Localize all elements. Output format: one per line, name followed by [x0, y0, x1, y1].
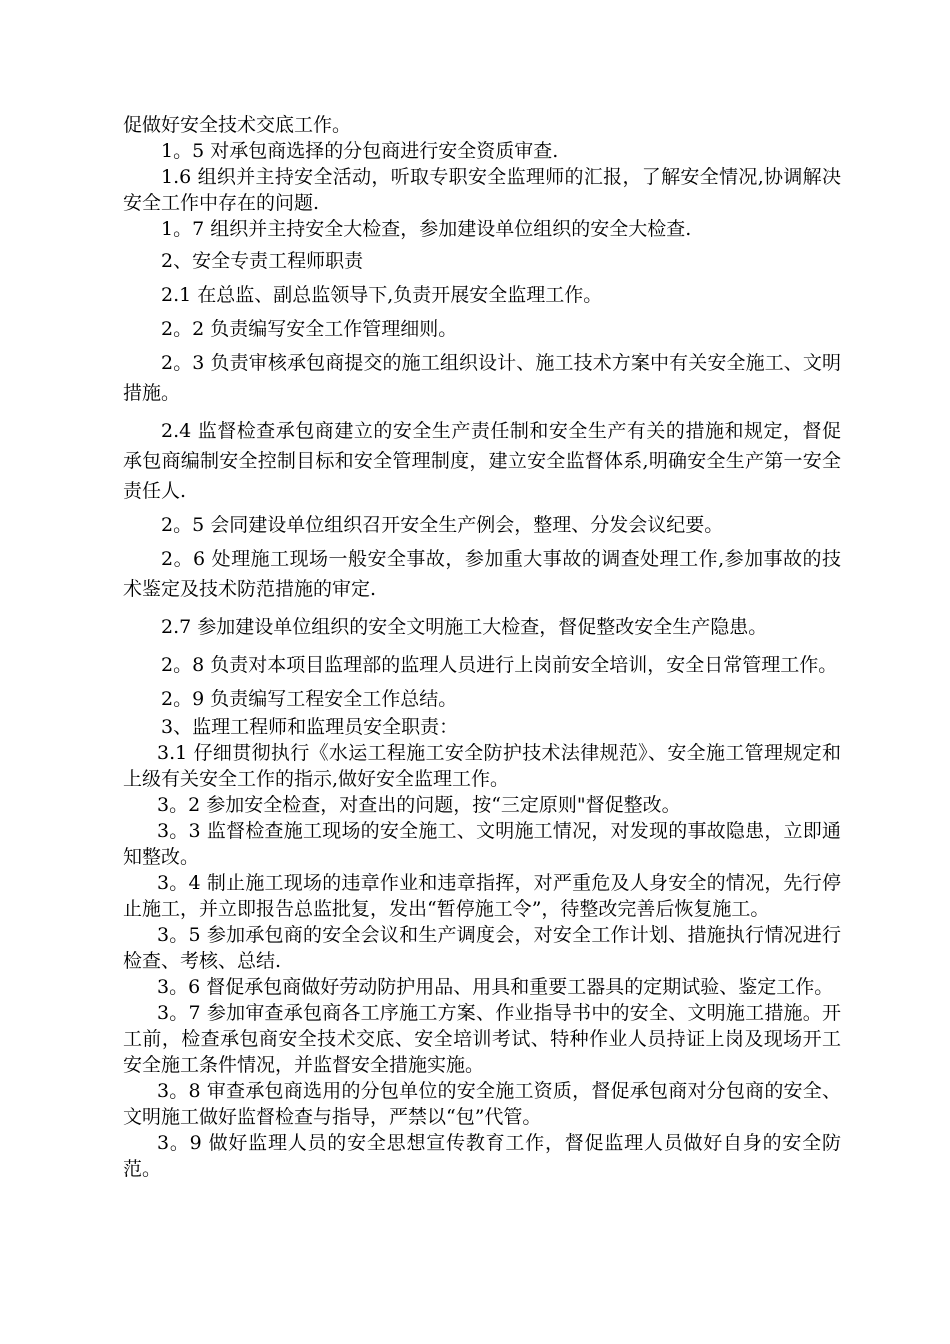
document-body: [123, 112, 841, 1182]
paragraph-2-3: 2。3 负责审核承包商提交的施工组织设计、施工技术方案中有关安全施工、文明措施。: [123, 352, 841, 404]
paragraph-2-2: 2。2 负责编写安全工作管理细则。: [161, 318, 458, 340]
paragraph-3-7: 3。7 参加审查承包商各工序施工方案、作业指导书中的安全、文明施工措施。开工前，检查承包商安全技术交底、安全培训考试、特种作业人员持证上岗及现场开工安全施工条件情况，并监督安全措施实施。: [123, 1002, 841, 1076]
paragraph-2-5: 2。5 会同建设单位组织召开安全生产例会，整理、分发会议纪要。: [161, 514, 724, 536]
paragraph-3-9: 3。9 做好监理人员的安全思想宣传教育工作，督促监理人员做好自身的安全防范。: [123, 1132, 841, 1180]
paragraph-3-5: 3。5 参加承包商的安全会议和生产调度会，对安全工作计划、措施执行情况进行检查、考核、总结.: [123, 924, 841, 972]
paragraph-2-1: 2.1 在总监、副总监领导下,负责开展安全监理工作。: [161, 284, 603, 306]
paragraph-2-4: 2.4 监督检查承包商建立的安全生产责任制和安全生产有关的措施和规定，督促承包商编制安全控制目标和安全管理制度，建立安全监督体系,明确安全生产第一安全责任人.: [123, 420, 841, 502]
paragraph-3-6: 3。6 督促承包商做好劳动防护用品、用具和重要工器具的定期试验、鉴定工作。: [157, 976, 834, 998]
paragraph-1-6: 1.6 组织并主持安全活动，听取专职安全监理师的汇报，了解安全情况,协调解决安全工作中存在的问题.: [123, 166, 841, 214]
paragraph-1-7: 1。7 组织并主持安全大检查，参加建设单位组织的安全大检查.: [161, 218, 692, 240]
paragraph-3-8: 3。8 审查承包商选用的分包单位的安全施工资质，督促承包商对分包商的安全、文明施工做好监督检查与指导，严禁以“包”代管。: [123, 1080, 841, 1128]
paragraph-3-4: 3。4 制止施工现场的违章作业和违章指挥，对严重危及人身安全的情况，先行停止施工，并立即报告总监批复，发出“暂停施工令”，待整改完善后恢复施工。: [123, 872, 841, 920]
paragraph-3-1: 3.1 仔细贯彻执行《水运工程施工安全防护技术法律规范》、安全施工管理规定和上级有关安全工作的指示,做好安全监理工作。: [123, 742, 841, 790]
paragraph-2-7: 2.7 参加建设单位组织的安全文明施工大检查，督促整改安全生产隐患。: [161, 616, 768, 638]
paragraph-2-6: 2。6 处理施工现场一般安全事故，参加重大事故的调查处理工作,参加事故的技术鉴定及技术防范措施的审定.: [123, 548, 841, 600]
paragraph-2-9: 2。9 负责编写工程安全工作总结。: [161, 688, 458, 710]
paragraph-3-2: 3。2 参加安全检查，对查出的问题，按“三定原则"督促整改。: [157, 794, 681, 816]
paragraph-3-3: 3。3 监督检查施工现场的安全施工、文明施工情况，对发现的事故隐患，立即通知整改。: [123, 820, 841, 868]
section-heading-3: 3、监理工程师和监理员安全职责：: [161, 716, 459, 738]
paragraph-continuation: 促做好安全技术交底工作。: [123, 114, 352, 136]
section-heading-2: 2、安全专责工程师职责: [161, 250, 364, 272]
paragraph-2-8: 2。8 负责对本项目监理部的监理人员进行上岗前安全培训，安全日常管理工作。: [161, 654, 838, 676]
paragraph-1-5: 1。5 对承包商选择的分包商进行安全资质审查.: [161, 140, 559, 162]
